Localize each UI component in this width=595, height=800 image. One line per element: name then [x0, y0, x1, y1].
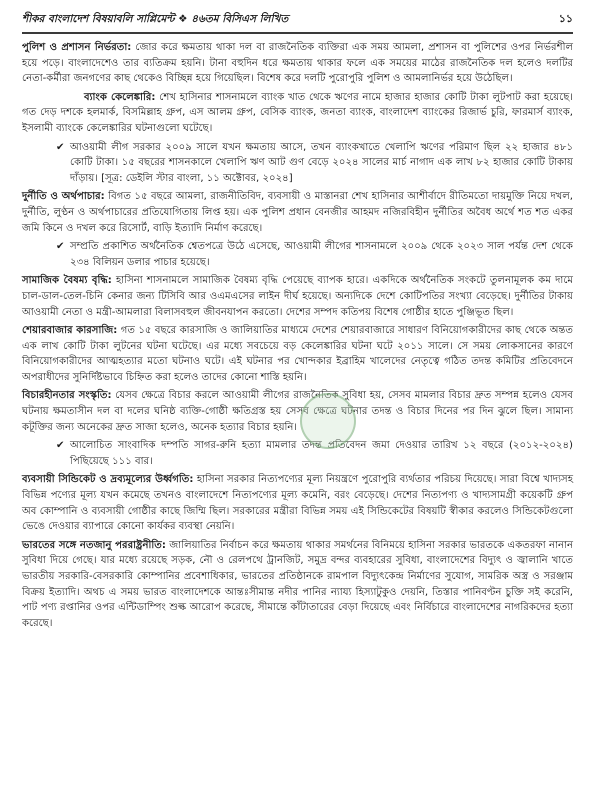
paragraph [22, 189, 573, 236]
bullet-item [22, 438, 573, 469]
section-heading: শেয়ারবাজার কারসাজি: [22, 325, 118, 337]
paragraph-text: হাসিনা সরকার নিত্যপণ্যের মূল্য নিয়ন্ত্রণে পুরোপুরি ব্যর্থতার পরিচয় দিয়েছে। সারা বিশ্বে খাদ্যসহ বিভিন্ন পণ্যের মূল্য যখন কমেছে তখনও বাংলাদেশে নিত্যপণ্যের মূল্য কমেনি, বরং বেড়েছে। দেশের নিত্যপণ্য ও খাদ্যসামগ্রী কয়েকটি গ্রুপ অব কোম্পানি ও ব্যবসায়ী গোষ্ঠীর কাছে জিম্মি ছিল। সরকারের মন্ত্রীরা বিভিন্ন সময় এই সিন্ডিকেটের বিষয়টি স্বীকার করলেও সিন্ডিকেটগুলো ভেঙে দেওয়ার ব্যাপারে কোনো কার্যকর ব্যবস্থা নেয়নি। [22, 474, 573, 533]
section-heading: বিচারহীনতার সংস্কৃতি: [22, 390, 112, 402]
section-heading: দুর্নীতি ও অর্থপাচার: [22, 191, 105, 203]
section-heading: ব্যাংক কেলেঙ্কারি: [84, 91, 156, 103]
paragraph [22, 472, 573, 534]
paragraph [22, 538, 573, 632]
checkmark-icon: ✔ [56, 241, 65, 253]
checkmark-icon: ✔ [56, 141, 65, 153]
bullet-item [22, 140, 573, 187]
watermark-seal [300, 393, 356, 449]
section-heading: সামাজিক বৈষম্য বৃদ্ধি: [22, 275, 112, 287]
paragraph-text: হাসিনা শাসনামলে সামাজিক বৈষম্য বৃদ্ধি পেয়েছে ব্যাপক হারে। একদিকে অর্থনৈতিক সংকটে তুলনামূলক কম দামে চাল-ডাল-তেল-চিনি কেনার জন্য টিসিবি আর ওএমএসের লাইন দীর্ঘ হয়েছে। অন্যদিকে দেশে কোটিপতির সংখ্যা বেড়েছে। দুর্নীতির টাকায় আওয়ামী নেতা ও মন্ত্রী-আমলারা বিলাসবহুল জীবনযাপন করতো। দেশের সম্পদ কতিপয় বিশেষ গোষ্ঠীর হাতে পুঞ্জিভূত ছিল। [22, 275, 573, 318]
bullet-text: সম্প্রতি প্রকাশিত অর্থনৈতিক শ্বেতপত্রে উঠে এসেছে, আওয়ামী লীগের শাসনামলে ২০০৯ থেকে ২০২৩ সাল পর্যন্ত দেশ থেকে ২৩৪ বিলিয়ন ডলার পাচার হয়েছে। [70, 241, 573, 268]
bullet-item [22, 239, 573, 270]
bullet-text: আওয়ামী লীগ সরকার ২০০৯ সালে যখন ক্ষমতায় আসে, তখন ব্যাংকখাতে খেলাপি ঋণের পরিমাণ ছিল ২২ হাজার ৪৮১ কোটি টাকা। ১৫ বছরের শাসনকালে খেলাপি ঋণ আট গুণ বেড়ে ২০২৪ সালের মার্চ নাগাদ এক লাখ ৮২ হাজার কোটি টাকায় দাঁড়ায়। [সূত্র: ডেইলি স্টার বাংলা, ১১ অক্টোবর, ২০২৪] [70, 141, 573, 184]
paragraph [22, 323, 573, 385]
page-number: ১১ [558, 12, 573, 25]
paragraph-text: গত ১৫ বছরে কারসাজি ও জালিয়াতির মাধ্যমে দেশের শেয়ারবাজারে সাধারণ বিনিয়োগকারীদের কাছ থেকে অন্তত এক লাখ কোটি টাকা লুটনের ঘটনা ঘটেছে। এর মধ্যে সবচেয়ে বড় কেলেঙ্কারির ঘটনা ঘটে ২০১১ সালে। সে সময় লোকসানের কারণে বিনিয়োগকারীদের আত্মহত্যার মতো ঘটনাও ঘটে। এই ঘটনার পর খোন্দকার ইব্রাহিম খালেদের নেতৃত্বে গঠিত তদন্ত কমিটির প্রতিবেদনে অপরাধীদের সুনির্দিষ্টভাবে চিহ্নিত করা হলেও তাদের কোনো শাস্তি হয়নি। [22, 325, 573, 383]
section-heading: ভারতের সঙ্গে নতজানু পররাষ্ট্রনীতি: [22, 539, 166, 551]
section-heading: পুলিশ ও প্রশাসন নির্ভরতা: [22, 42, 132, 53]
paragraph-text: জালিয়াতির নির্বাচন করে ক্ষমতায় থাকার সমর্থনের বিনিময়ে হাসিনা সরকার ভারতকে একতরফা নানান সুবিধা দিয়ে গেছে। যার মধ্যে রয়েছে সড়ক, নৌ ও রেলপথে ট্রানজিট, সমুদ্র বন্দর ব্যবহারের সুবিধা, বাংলাদেশের বিদ্যুৎ ও জ্বালানি খাতে ভারতীয় সরকারি-বেসরকারি কোম্পানির প্রবেশাধিকার, ভারতের প্রতিষ্ঠানকে রামপাল বিদ্যুৎকেন্দ্র নির্মাণের সুযোগ, সামরিক অস্ত্র ও সরঞ্জাম বিক্রয় ইত্যাদি। অথচ এ সময় ভারত বাংলাদেশকে আন্তঃসীমান্ত নদীর পানির ন্যায্য হিস্যাটুকুও দেয়নি, তিস্তার পানিবণ্টন চুক্তি সই করেনি, পাট পণ্য রপ্তানির ওপর এন্টিডাম্পিং শুল্ক আরোপ করেছে, সীমান্তে কাঁটাতারের বেড়া দিয়েছে এবং নির্বিচারে বাংলাদেশের নাগরিকদের হত্যা করেছে। [22, 539, 573, 629]
page-header [22, 10, 573, 34]
paragraph [22, 388, 573, 435]
paragraph-text: যেসব ক্ষেত্রে বিচার করলে আওয়ামী লীগের রাজনৈতিক সুবিধা হয়, সেসব মামলার বিচার দ্রুত সম্পন্ন হলেও যেসব ঘটনায় ক্ষমতাসীন দল বা দলের ঘনিষ্ঠ ব্যক্তি-গোষ্ঠী ক্ষতিগ্রস্ত হয় সেসব ক্ষেত্রে ঘটনার তদন্ত ও বিচার দিনের পর দিন ঝুলে ছিল। সামান্য কটূক্তির জন্য অনেকের দ্রুত সাজা হলেও, অনেক হত্যার বিচার হয়নি। [22, 390, 574, 433]
page-content [22, 40, 573, 631]
paragraph-text: বিগত ১৫ বছরে আমলা, রাজনীতিবিদ, ব্যবসায়ী ও মাস্তানরা শেখ হাসিনার আশীর্বাদে রীতিমতো দায়মুক্তি নিয়ে দখল, দুর্নীতি, লুণ্ঠন ও অর্থপাচারের প্রতিযোগিতায় লিপ্ত হয়। এক পুলিশ প্রধান বেনজীর আহমদ নজিরবিহীন দুর্নীতির অবৈধ অর্থে শত শত একর জমি কিনে ও দখল করে রিসোর্ট, বাড়ি ইত্যাদি নির্মাণ করেছে। [22, 191, 573, 234]
bullet-text: আলোচিত সাংবাদিক দম্পতি সাগর-রুনি হত্যা মামলার তদন্ত প্রতিবেদন জমা দেওয়ার তারিখ ১২ বছরে (২০১২-২০২৪) পিছিয়েছে ১১১ বার। [70, 440, 573, 467]
section-heading: ব্যবসায়ী সিন্ডিকেট ও দ্রব্যমূল্যের উর্ধ্বগতি: [22, 474, 194, 486]
running-title: শীকর বাংলাদেশ বিষয়াবলি সাপ্লিমেন্ট ❖ ৪৬তম বিসিএস লিখিত [22, 13, 289, 25]
paragraph [22, 273, 573, 320]
paragraph-text: জোর করে ক্ষমতায় থাকা দল বা রাজনৈতিক ব্যক্তিরা এক সময় আমলা, প্রশাসন বা পুলিশের ওপর নির্ভরশীল হয়ে পড়ে। বাংলাদেশেও তার ব্যতিক্রম হয়নি। টানা বহুদিন ধরে ক্ষমতায় থাকার ফলে এক সময়ের মাঠের রাজনৈতিক দল হলেও দলটির নেতা-কর্মীরা জনগণের কাছ থেকেও বিচ্ছিন্ন হয়ে গিয়েছিল। বিশেষ করে দলটি পুরোপুরি পুলিশ ও আমলানির্ভর হয়ে উঠেছিল। [22, 42, 573, 85]
paragraph-text: শেখ হাসিনার শাসনামলে ব্যাংক খাত থেকে ঋণের নামে হাজার হাজার কোটি টাকা লুটপাট করা হয়েছে। গত দেড় দশকে হলমার্ক, বিসমিল্লাহ গ্রুপ, এস আলম গ্রুপ, বেসিক ব্যাংক, জনতা ব্যাংক, বাংলাদেশ ব্যাংকের রিজার্ভ চুরি, ফারমার্স ব্যাংক, ইসলামী ব্যাংকে কেলেঙ্কারির ঘটনাগুলো ঘটেছে। [22, 91, 574, 134]
checkmark-icon: ✔ [56, 440, 65, 452]
paragraph [22, 90, 573, 137]
paragraph [22, 40, 573, 87]
